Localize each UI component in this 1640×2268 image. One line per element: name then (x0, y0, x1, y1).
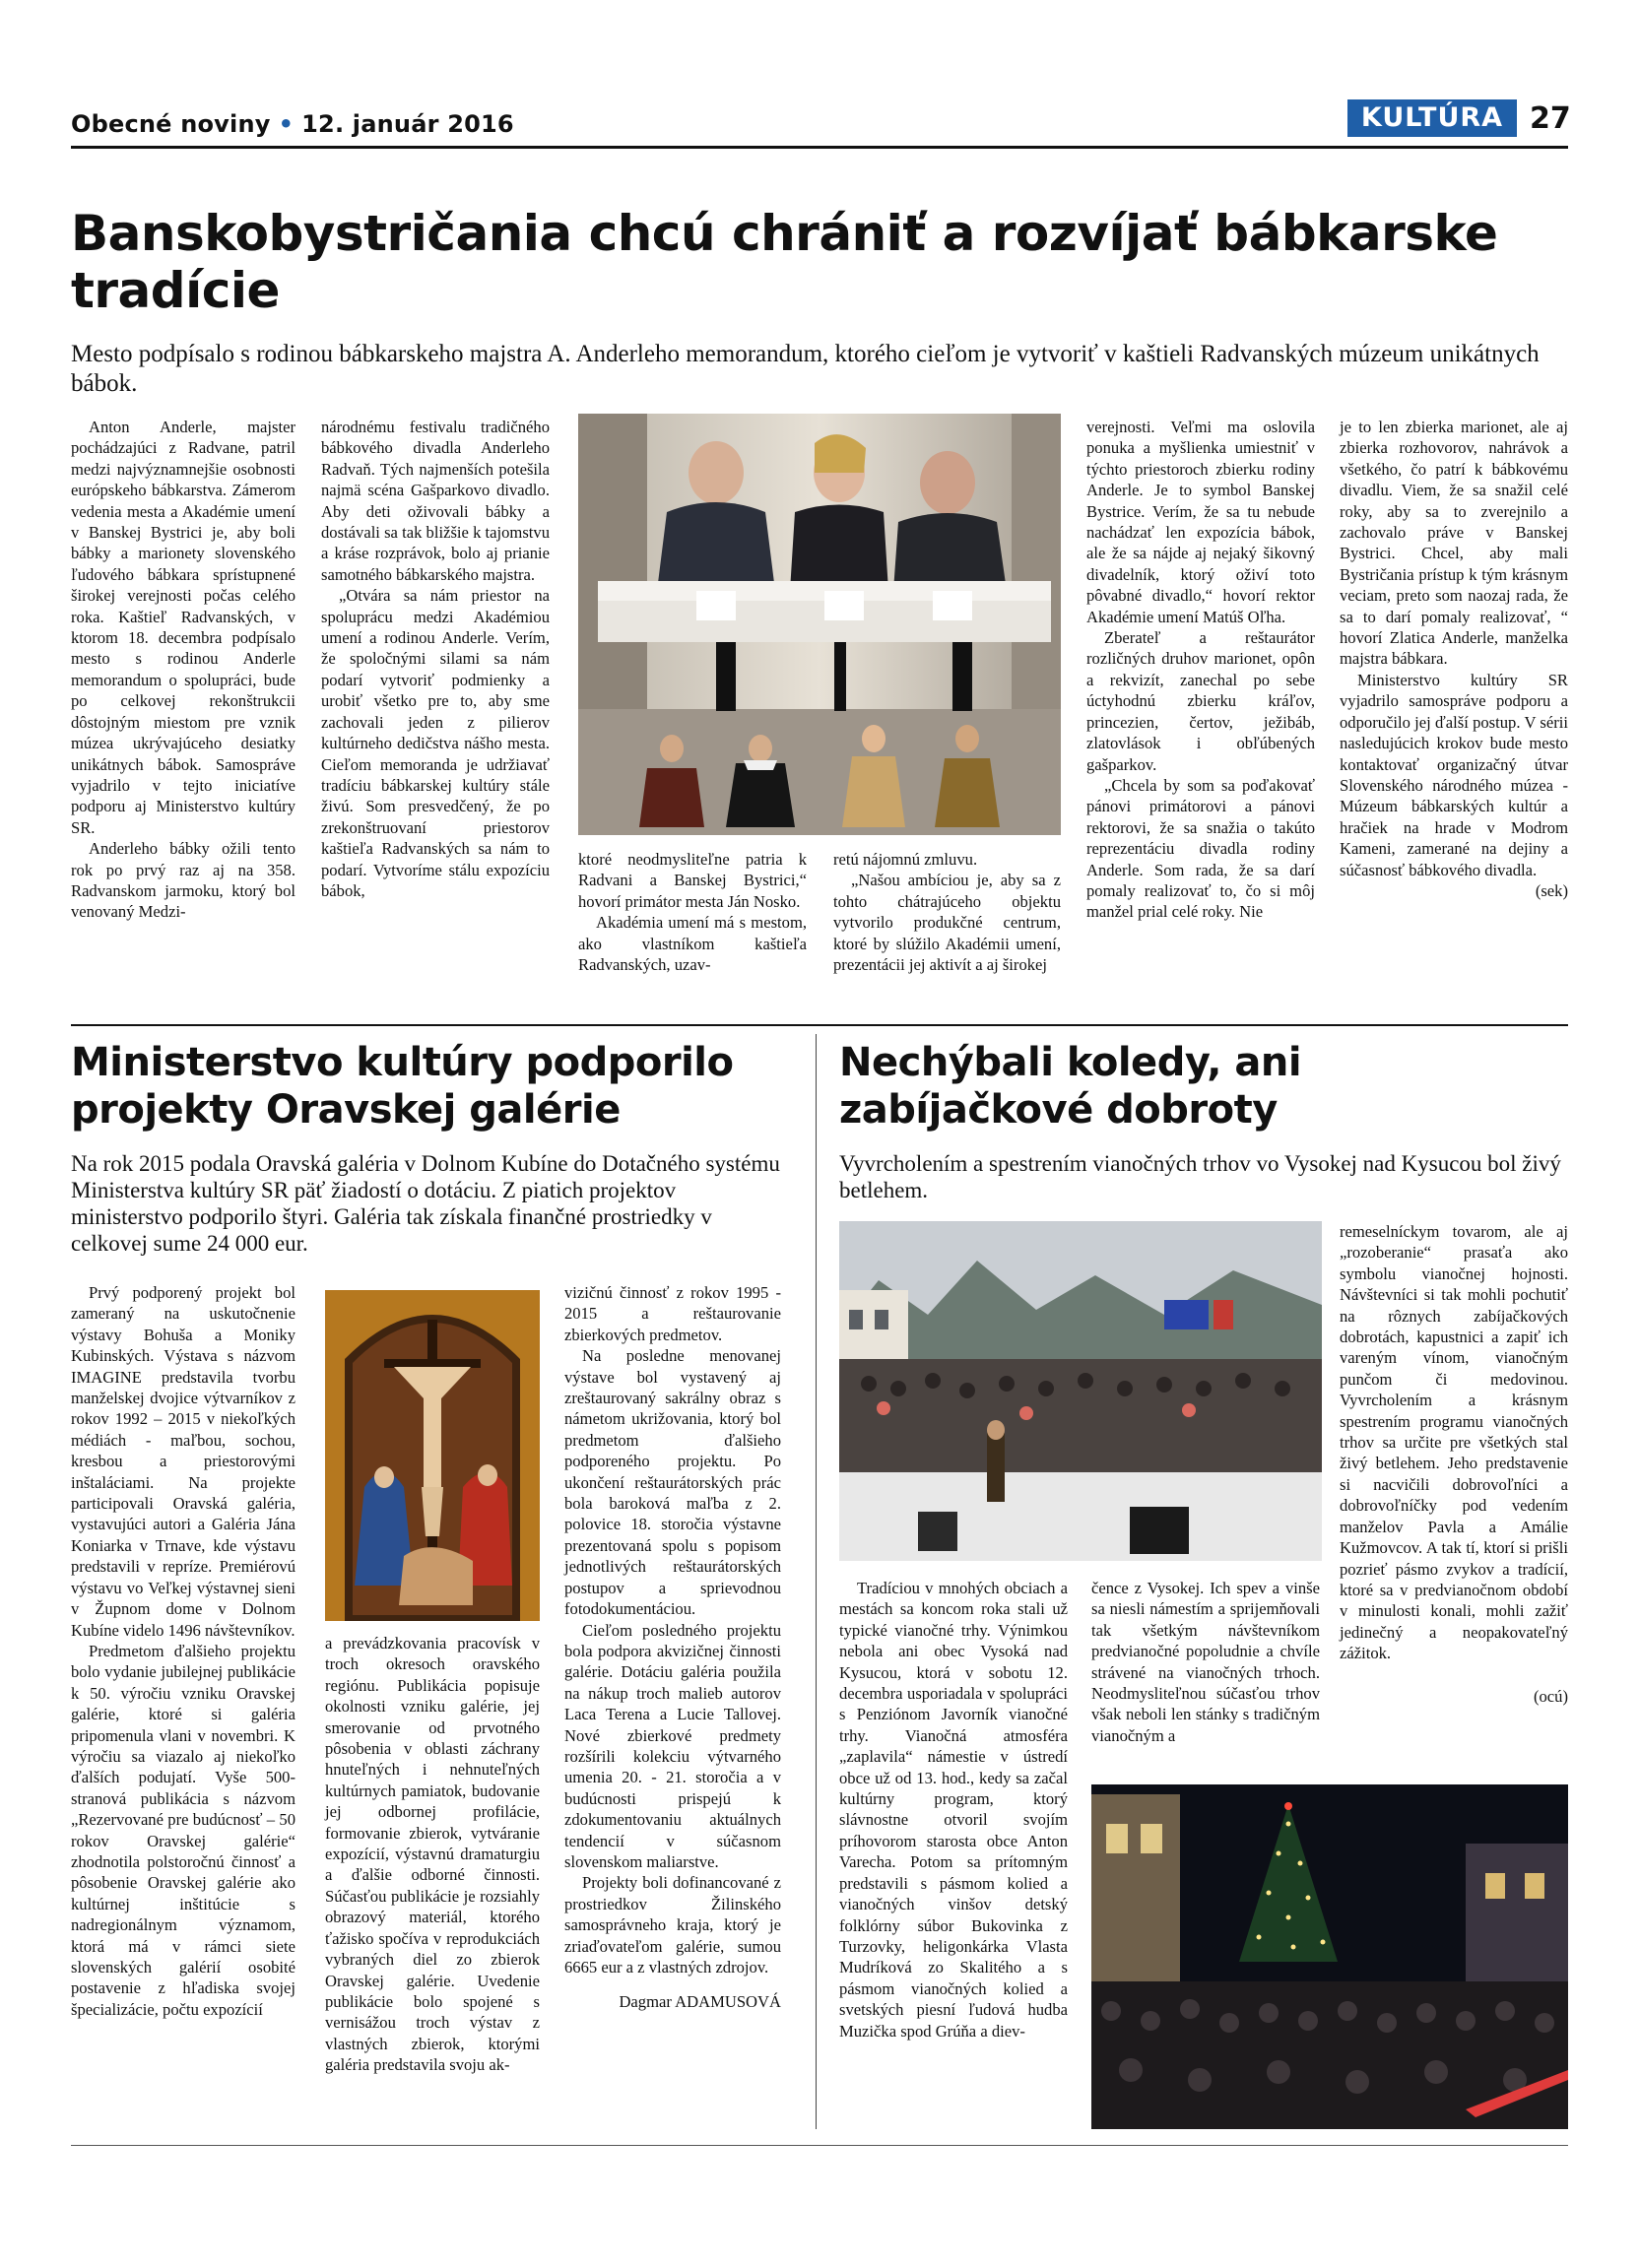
header-rule (71, 146, 1568, 149)
paragraph: Tradíciou v mnohých obciach a mestách sa koncom roka stali už typické vianočné trhy. Výnimkou nebola ani obec Vysoká nad Kysucou, ktorá v sobotu 12. decembra usporiadala v spolupráci s Penziónom Javorník vianočné trhy. Vianočná atmosféra „zaplavila“ námestie v ústredí obce už od 13. hod., kedy sa začal kultúrny program, ktorý slávnostne otvoril svojím príhovorom starosta obce Anton Varecha. Potom sa prítomným predstavili s pásmom kolied a vianočných vinšov detský folklórny súbor Bukovinka z Turzovky, heligonkárka Vlasta Mudríková zo Skalitého a s pásmom vianočných kolied a svetských piesní ľudová hudba Muzička spod Grúňa a diev- (839, 1579, 1068, 2041)
article3-title: Nechýbali koledy, ani zabíjačkové dobroty (839, 1040, 1302, 1133)
article1-col3 (578, 849, 807, 975)
column-divider (816, 1034, 817, 2129)
article3-col2 (839, 1578, 1068, 2041)
section-badge: KULTÚRA (1347, 99, 1517, 137)
crucifixion-painting (325, 1290, 540, 1621)
paragraph: Prvý podporený projekt bol zameraný na uskutočnenie výstavy Bohuša a Moniky Kubinských. Výstava s názvom IMAGINE predstavila tvorbu manželskej dvojice výtvarníkov z rokov 1992 – 2015 v niekoľkých médiách - maľbou, sochou, kresbou a priestorovými inštaláciami. Na projekte participovali Oravská galéria, vystavujúci autori a Galéria Jána Koniarka v Trnave, kde výstavu predstavili v repríze. Premiérovú výstavu vo Veľkej výstavnej sieni v Župnom dome v Dolnom Kubíne videlo 1496 návštevníkov. (71, 1283, 295, 1640)
paragraph: Zberateľ a reštaurátor rozličných druhov marionet, opôn a rekvizít, zanechal po sebe úctyhodnú zbierku kráľov, princezien, čertov, ježibáb, zlatovlások i obľúbených gašparkov. (1086, 628, 1315, 774)
paragraph: Ministerstvo kultúry SR vyjadrilo samospráve podporu a odporučilo jej ďalší postup. V sérii nasledujúcich krokov bude mesto kontaktovať organizačný útvar Slovenského národného múzea - Múzeum bábkarských kultúr a hračiek na hrade v Modrom Kameni, zamerané na dejiny a súčasnosť bábkového divadla. (1340, 670, 1568, 879)
masthead (71, 110, 514, 138)
paragraph: retú nájomnú zmluvu. (833, 850, 978, 869)
article3-col1 (1340, 1221, 1568, 1707)
paragraph: „Našou ambíciou je, aby sa z tohto chátrajúceho objektu vytvorilo produkčné centrum, ktoré by slúžilo Akadémii umení, prezentácii jej aktivít a aj širokej (833, 871, 1061, 975)
paragraph: národnému festivalu tradičného bábkového divadla Anderleho Radvaň. Tých najmenších potešila najmä scéna Gašparkovo divadlo. Aby deti oživovali bábky a dostávali sa tak bližšie k tajomstvu a kráse rozprávok, bolo aj prianie samotného bábkarského majstra. (321, 418, 550, 584)
paragraph: a prevádzkovania pracovísk v troch okresoch oravského regiónu. Publikácia popisuje okolnosti vzniku galérie, jej smerovanie od prvotného pôsobenia v oblasti záchrany hnuteľných i nehnuteľných kultúrnych pamiatok, budovanie jej odbornej profilácie, formovanie zbierok, vytváranie expozícií, výstavnú dramaturgiu a ďalšie odborné činnosti. Súčasťou publikácie je rozsiahly obrazový materiál, ktorého ťažisko spočíva v reprodukciách vybraných diel zo zbierok Oravskej galérie. Uvedenie publikácie bolo spojené s vernisážou troch výstav z vlastných zbierok, ktorými galéria predstavila svoju ak- (325, 1634, 540, 2075)
paragraph: je to len zbierka marionet, ale aj zbierka rozhovorov, nahrávok a všetkého, čo patrí k bábkovému divadlu. Viem, že sa snažil celé roky, aby sa to zverejnilo a zachovalo práve v Banskej Bystrici. Chcel, aby mali Bystričania prístup k tým krásnym veciam, preto som naozaj rada, že sa to darí pomaly realizovať, “ hovorí Zlatica Anderle, manželka majstra bábkara. (1340, 418, 1568, 669)
article2-title: Ministerstvo kultúry podporilo projekty Oravskej galérie (71, 1040, 734, 1133)
section-divider (71, 1024, 1568, 1026)
separator-dot: • (278, 110, 295, 138)
article1-col5 (1086, 417, 1315, 923)
author-signature: Dagmar ADAMUSOVÁ (619, 1992, 781, 2012)
paragraph: „Otvára sa nám priestor na spoluprácu medzi Akadémiou umení a rodinou Anderle. Verím, že spoločnými silami sa nám podarí vytvoriť podmienky a urobiť všetko pre to, aby sme zachovali jeden z pilierov kultúrneho dedičstva nášho mesta. Cieľom memoranda je udržiavať tradíciu bábkarskej kultúry stále živú. Som presvedčený, že po zrekonštruovaní priestorov kaštieľa Radvanských sa nám to podarí. Vytvoríme stálu expozíciu bábok, (321, 586, 550, 900)
paragraph: ktoré neodmysliteľne patria k Radvani a Banskej Bystrici,“ hovorí primátor mesta Ján Nosko. (578, 850, 807, 911)
paragraph: Anton Anderle, majster pochádzajúci z Radvane, patril medzi najvýznamnejšie osobnosti európskeho bábkarstva. Zámerom vedenia mesta a Akadémie umení v Banskej Bystrici je, aby boli bábky a marionety slovenského ľudového bábkara sprístupnené širokej verejnosti počas celého roka. Kaštieľ Radvanských, v ktorom 18. decembra podpísalo mesto s rodinou Anderle memorandum o spolupráci, bude po celkovej rekonštrukcii dôstojným miestom pre vznik múzea ukrývajúceho desiatky unikátnych bábok. Samospráve vyjadrilo v tejto iniciatíve podporu aj Ministerstvo kultúry SR. (71, 418, 295, 837)
paragraph: Projekty boli dofinancované z prostriedkov Žilinského samosprávneho kraja, ktorý je zriaďovateľom galérie, sumou 6665 eur a z vlastných zdrojov. (564, 1873, 781, 1976)
publication-name: Obecné noviny (71, 110, 271, 138)
article1-col6 (1340, 417, 1568, 901)
paragraph: Cieľom posledného projektu bola podpora akvizičnej činnosti galérie. Dotáciu galéria použila na nákup troch malieb autorov Laca Terena a Lucie Tallovej. Nové zbierkové predmety rozšírili kolekciu výtvarného umenia 20. - 21. storočia a v budúcnosti prispejú k zdokumentovaniu aktuálnych tendencií v súčasnom slovenskom maliarstve. (564, 1620, 781, 1871)
paragraph: verejnosti. Veľmi ma oslovila ponuka a myšlienka umiestniť v týchto priestoroch zbierku rodiny Anderle. Je to symbol Banskej Bystrice. Verím, že sa tu nebude nachádzať len expozícia bábok, ale že sa nájde aj nejaký šikovný divadelník, ktorý oživí toto pôvabné divadlo,“ hovorí rektor Akadémie umení Matúš Oľha. (1086, 418, 1315, 626)
christmas-tree-night-photo (1091, 1784, 1568, 2129)
article2-col2 (325, 1633, 540, 2076)
paragraph: „Chcela by som sa poďakovať pánovi primátorovi a pánovi rektorovi, že sa snažia o takúto reprezentáciu divadla rodiny Anderle. Som rada, že sa darí pomaly realizovať to, čo si môj manžel prial celé roky. Nie (1086, 775, 1315, 922)
article2-lead: Na rok 2015 podala Oravská galéria v Dolnom Kubíne do Dotačného systému Ministerstva kultúry SR päť žiadostí o dotáciu. Z piatich projektov ministerstvo podporilo štyri. Galéria tak získala finančné prostriedky v celkovej sume 24 000 eur. (71, 1151, 780, 1256)
paragraph: Anderleho bábky ožili tento rok po prvý raz aj na 358. Radvanskom jarmoku, ktorý bol venovaný Medzi- (71, 839, 295, 922)
article2-col3 (564, 1282, 781, 2013)
paragraph: Predmetom ďalšieho projektu bolo vydanie jubilejnej publikácie k 50. výročiu vzniku Oravskej galérie, ktoré si galéria pripomenula vlani v novembri. K výročiu sa viazalo aj niekoľko ďalších podujatí. Vyše 500-stranová publikácia s názvom „Rezervované pre budúcnosť – 50 rokov Oravskej galérie“ zhodnotila polstoročnú činnosť a pôsobenie Oravskej galérie ako kultúrnej inštitúcie s nadregionálnym významom, ktorá má v rámci siete slovenských galérií osobité postavenie z hľadiska svojej špecializácie, počtu expozícií (71, 1641, 295, 2019)
article1-title: Banskobystričania chcú chrániť a rozvíjať bábkarske tradície (71, 205, 1498, 319)
memorandum-signing-photo (578, 414, 1061, 835)
author-signature: (sek) (1535, 880, 1568, 900)
paragraph: Na posledne menovanej výstave bol vystavený aj zreštaurovaný sakrálny obraz s námetom ukrižovania, ktorý bol predmetom ďalšieho podporeného projektu. Po ukončení reštaurátorských prác bola baroková maľba z 2. polovice 18. storočia výstavne prezentovaná spolu s popisom jednotlivých reštaurátorských postupov a sprievodnou fotodokumentáciou. (564, 1346, 781, 1619)
article2-col1 (71, 1282, 295, 2020)
author-signature: (ocú) (1533, 1686, 1568, 1706)
article1-col2 (321, 417, 550, 901)
paragraph: Akadémia umení má s mestom, ako vlastníkom kaštieľa Radvanských, uzav- (578, 913, 807, 975)
issue-date: 12. január 2016 (301, 110, 514, 138)
paragraph: remeselníckym tovarom, ale aj „rozoberanie“ prasaťa ako symbolu vianočnej hojnosti. Návštevníci si tak mohli pochutiť na rôznych zabíjačkových dobrotách, kapustnici a zapiť ich vareným vínom, vianočným punčom či medovinou. Vyvrcholením a krásnym spestrením programu vianočných trhov sa určite pre všetkých stal živý betlehem. Jeho predstavenie si nacvičili dobrovoľníci a dobrovoľníčky pod vedením manželov Pavla a Amálie Kužmovcov. A tak tí, ktorí si prišli pozrieť pásmo zvykov a tradícií, ktoré sa v predvianočnom období v minulosti konali, mohli zažiť jedinečný a neopakovateľný zážitok. (1340, 1222, 1568, 1663)
article1-col1 (71, 417, 295, 923)
article1-col4 (833, 849, 1061, 975)
page-number: 27 (1530, 101, 1571, 136)
article3-lead: Vyvrcholením a spestrením vianočných trhov vo Vysokej nad Kysucou bol živý betlehem. (839, 1151, 1561, 1202)
article3-col3 (1091, 1578, 1320, 1746)
christmas-market-stage-photo (839, 1221, 1322, 1561)
paragraph: čence z Vysokej. Ich spev a vinše sa niesli námestím a sprijemňovali tak všetkým návštevníkom predvianočné popoludnie a chvíle strávené na vianočných trhoch. Neodmysliteľnou súčasťou trhov však neboli len stánky s tradičným vianočným a (1091, 1579, 1320, 1745)
article1-lead: Mesto podpísalo s rodinou bábkarskeho majstra A. Anderleho memorandum, ktorého cieľom je vytvoriť v kaštieli Radvanských múzeum unikátnych bábok. (71, 341, 1540, 397)
bottom-rule (71, 2145, 1568, 2146)
paragraph: vizičnú činnosť z rokov 1995 - 2015 a reštaurovanie zbierkových predmetov. (564, 1283, 781, 1344)
